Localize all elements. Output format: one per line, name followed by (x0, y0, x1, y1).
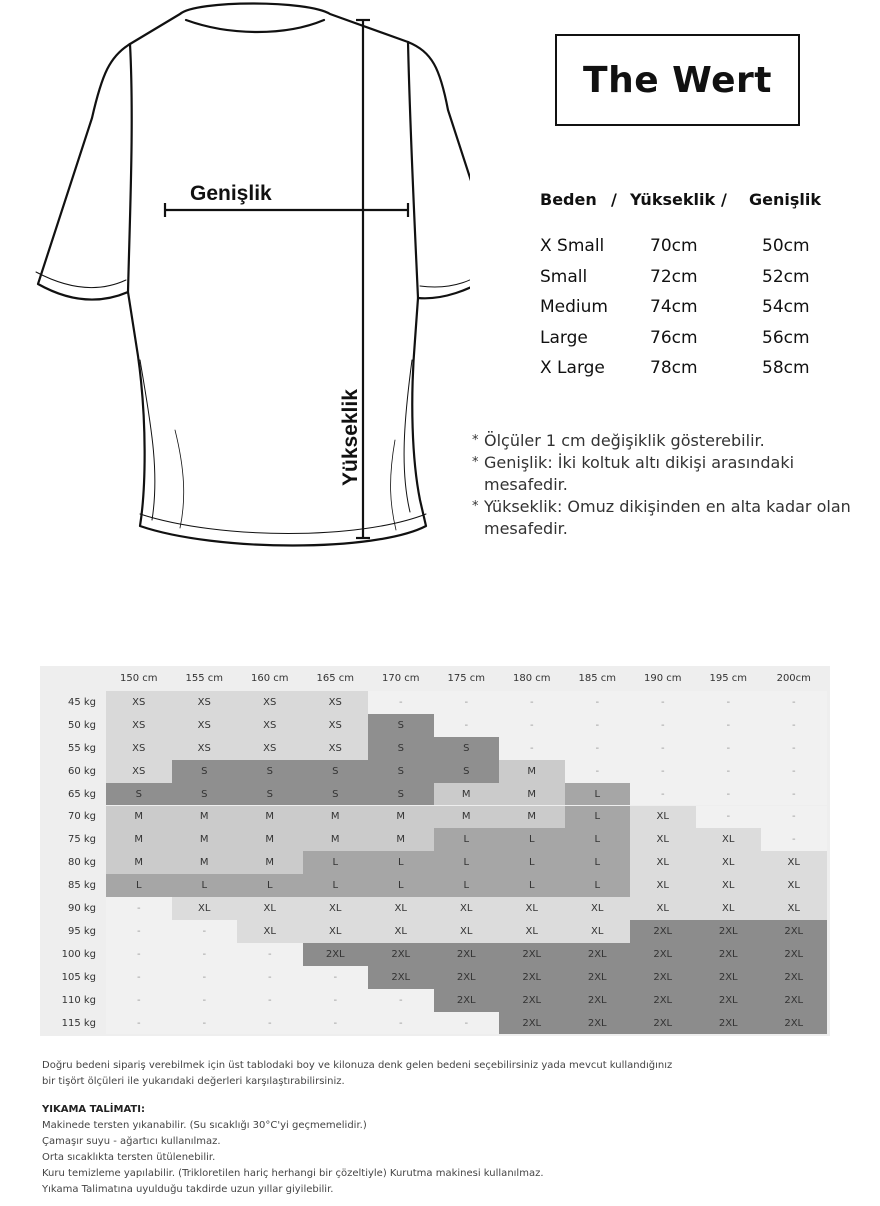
chart-cell: M (106, 806, 172, 829)
chart-cell: XL (630, 806, 696, 829)
height-cell: 74cm (650, 297, 698, 317)
note-item: * Genişlik: İki koltuk altı dikişi arasındaki mesafedir. (472, 453, 795, 494)
width-cell: 52cm (762, 267, 810, 287)
size-notes (472, 430, 862, 540)
chart-cell: XL (761, 874, 827, 897)
chart-cell: - (106, 920, 172, 943)
chart-cell: M (499, 783, 565, 806)
chart-row-label: 105 kg (61, 971, 96, 983)
chart-cell: 2XL (368, 966, 434, 989)
chart-cell: S (237, 760, 303, 783)
chart-cell: L (565, 806, 631, 829)
chart-cell: M (303, 806, 369, 829)
chart-cell: XS (106, 691, 172, 714)
chart-cell: - (761, 828, 827, 851)
chart-cell: M (499, 806, 565, 829)
chart-cell: - (696, 714, 762, 737)
chart-cell: 2XL (761, 943, 827, 966)
chart-cell: 2XL (434, 943, 500, 966)
chart-cell: - (237, 943, 303, 966)
chart-row-label: 115 kg (61, 1017, 96, 1029)
chart-cell: - (761, 760, 827, 783)
chart-cell: - (368, 989, 434, 1012)
chart-cell: XL (499, 920, 565, 943)
chart-cell: XL (499, 897, 565, 920)
chart-cell: - (761, 737, 827, 760)
size-cell: X Small (540, 236, 605, 256)
chart-cell: L (565, 851, 631, 874)
chart-cell: 2XL (499, 966, 565, 989)
chart-cell: 2XL (696, 989, 762, 1012)
chart-cell: - (172, 966, 238, 989)
chart-cell: - (696, 691, 762, 714)
chart-cell: XL (630, 851, 696, 874)
chart-cell: XL (237, 920, 303, 943)
brand-box (555, 34, 800, 126)
width-label: Genişlik (190, 182, 272, 205)
chart-cell: 2XL (434, 989, 500, 1012)
height-cell: 70cm (650, 236, 698, 256)
chart-cell: XL (434, 920, 500, 943)
chart-cell: - (565, 691, 631, 714)
chart-cell: L (303, 874, 369, 897)
chart-cell: XS (303, 691, 369, 714)
chart-cell: S (368, 783, 434, 806)
chart-cell: XL (368, 920, 434, 943)
chart-cell: 2XL (761, 966, 827, 989)
chart-col-header: 190 cm (643, 673, 682, 684)
chart-row-label: 50 kg (67, 719, 96, 731)
chart-cell: L (106, 874, 172, 897)
chart-cell: XL (237, 897, 303, 920)
chart-cell: M (237, 851, 303, 874)
chart-cell: S (368, 737, 434, 760)
chart-cell: M (303, 828, 369, 851)
chart-cell: 2XL (565, 1012, 631, 1035)
chart-cell: L (434, 874, 500, 897)
chart-cell: XL (696, 851, 762, 874)
chart-cell: 2XL (499, 1012, 565, 1035)
header-height: Yükseklik (630, 190, 716, 209)
chart-cell: M (172, 806, 238, 829)
chart-cell: 2XL (303, 943, 369, 966)
chart-cell: XL (630, 874, 696, 897)
wash-line: Çamaşır suyu - ağartıcı kullanılmaz. (42, 1136, 221, 1147)
chart-cell: XS (237, 737, 303, 760)
chart-cell: 2XL (565, 966, 631, 989)
chart-cell: - (696, 806, 762, 829)
size-cell: Large (540, 328, 588, 348)
chart-row-label: 55 kg (67, 742, 96, 754)
chart-cell: XL (630, 897, 696, 920)
chart-row-label: 95 kg (67, 925, 96, 937)
chart-cell: L (499, 851, 565, 874)
chart-cell: 2XL (630, 1012, 696, 1035)
header-sep-2: / (721, 190, 727, 209)
chart-cell: XL (565, 920, 631, 943)
chart-cell: - (630, 691, 696, 714)
chart-cell: L (565, 828, 631, 851)
chart-cell: XS (106, 737, 172, 760)
chart-cell: 2XL (565, 943, 631, 966)
chart-cell: XS (303, 737, 369, 760)
chart-cell: - (237, 1012, 303, 1035)
chart-col-header: 150 cm (119, 673, 158, 684)
chart-cell: - (696, 760, 762, 783)
chart-cell: - (565, 737, 631, 760)
chart-cell: 2XL (434, 966, 500, 989)
chart-cell: XS (172, 737, 238, 760)
chart-cell: - (630, 760, 696, 783)
chart-cell: 2XL (630, 943, 696, 966)
chart-cell: - (565, 760, 631, 783)
chart-cell: XL (761, 897, 827, 920)
chart-cell: - (237, 989, 303, 1012)
footer (42, 1058, 842, 1198)
chart-cell: - (172, 920, 238, 943)
chart-cell: S (237, 783, 303, 806)
chart-cell: XS (172, 714, 238, 737)
chart-cell: XL (172, 897, 238, 920)
size-cell: Medium (540, 297, 608, 317)
chart-cell: 2XL (499, 943, 565, 966)
chart-cell: - (761, 806, 827, 829)
wash-line: Kuru temizleme yapılabilir. (Trikloretilen hariç herhangi bir çözeltiyle) Kurutma makinesi kullanılmaz. (42, 1168, 544, 1179)
chart-cell: - (172, 1012, 238, 1035)
chart-cell: XS (106, 760, 172, 783)
brand-title: The Wert (583, 59, 772, 101)
chart-cell: - (761, 714, 827, 737)
chart-cell: - (106, 966, 172, 989)
chart-cell: - (172, 989, 238, 1012)
chart-cell: 2XL (368, 943, 434, 966)
chart-cell: 2XL (630, 920, 696, 943)
chart-cell: XL (303, 920, 369, 943)
chart-cell: 2XL (565, 989, 631, 1012)
chart-cell: S (106, 783, 172, 806)
note-item: * Yükseklik: Omuz dikişinden en alta kadar olan mesafedir. (472, 497, 851, 538)
chart-cell: M (106, 828, 172, 851)
chart-row-label: 70 kg (67, 811, 96, 823)
chart-cell: M (368, 806, 434, 829)
chart-cell: XL (696, 874, 762, 897)
chart-cell: - (434, 714, 500, 737)
size-cell: Small (540, 267, 588, 287)
chart-col-header: 175 cm (447, 673, 485, 684)
chart-cell: S (172, 783, 238, 806)
chart-cell: - (630, 783, 696, 806)
chart-cell: - (106, 943, 172, 966)
chart-cell: - (499, 737, 565, 760)
chart-col-header: 165 cm (316, 673, 354, 684)
chart-col-header: 160 cm (250, 673, 289, 684)
chart-cell: XS (237, 691, 303, 714)
chart-cell: M (237, 806, 303, 829)
chart-cell: S (303, 783, 369, 806)
chart-cell: M (368, 828, 434, 851)
chart-cell: - (630, 714, 696, 737)
chart-cell: XS (172, 691, 238, 714)
chart-cell: - (106, 989, 172, 1012)
chart-cell: L (434, 828, 500, 851)
chart-row-label: 110 kg (61, 994, 96, 1006)
chart-cell: 2XL (696, 966, 762, 989)
chart-cell: XL (303, 897, 369, 920)
chart-row-label: 65 kg (67, 788, 96, 800)
chart-cell: - (565, 714, 631, 737)
chart-cell: 2XL (696, 920, 762, 943)
footer-intro-1: Doğru bedeni sipariş verebilmek için üst tablodaki boy ve kilonuza denk gelen bedeni seçebilirsiniz yada mevcut kullandığınız (42, 1060, 673, 1071)
wash-title: YIKAMA TALİMATI: (42, 1104, 145, 1115)
chart-cell: - (434, 1012, 500, 1035)
chart-cell: 2XL (630, 966, 696, 989)
chart-cell: M (237, 828, 303, 851)
chart-cell: S (303, 760, 369, 783)
chart-cell: 2XL (761, 989, 827, 1012)
chart-cell: - (696, 783, 762, 806)
width-cell: 50cm (762, 236, 810, 256)
chart-cell: - (761, 783, 827, 806)
chart-row-label: 80 kg (67, 857, 96, 869)
chart-row-label: 90 kg (67, 903, 96, 915)
chart-col-header: 200cm (776, 673, 811, 684)
chart-cell: 2XL (696, 943, 762, 966)
chart-col-header: 155 cm (185, 673, 223, 684)
chart-cell: L (434, 851, 500, 874)
chart-cell: M (434, 783, 500, 806)
chart-cell: - (499, 691, 565, 714)
chart-cell: S (434, 760, 500, 783)
chart-cell: XL (696, 897, 762, 920)
chart-row-label: 75 kg (67, 834, 96, 846)
chart-cell: L (565, 783, 631, 806)
chart-cell: - (303, 989, 369, 1012)
chart-cell: - (368, 1012, 434, 1035)
chart-cell: S (368, 714, 434, 737)
note-item: * Ölçüler 1 cm değişiklik gösterebilir. (472, 431, 765, 450)
chart-cell: L (303, 851, 369, 874)
chart-cell: L (499, 874, 565, 897)
chart-cell: XS (303, 714, 369, 737)
chart-row-label: 45 kg (67, 696, 96, 708)
chart-cell: S (172, 760, 238, 783)
wash-line: Yıkama Talimatına uyulduğu takdirde uzun yıllar giyilebilir. (42, 1184, 334, 1195)
chart-cell: - (630, 737, 696, 760)
chart-cell: - (172, 943, 238, 966)
chart-col-header: 185 cm (578, 673, 616, 684)
chart-cell: XS (106, 714, 172, 737)
chart-cell: M (106, 851, 172, 874)
chart-cell: L (172, 874, 238, 897)
chart-cell: - (106, 897, 172, 920)
chart-row-label: 85 kg (67, 880, 96, 892)
chart-cell: M (172, 828, 238, 851)
chart-row-label: 60 kg (67, 765, 96, 777)
size-cell: X Large (540, 358, 605, 378)
chart-cell: L (565, 874, 631, 897)
chart-cell: - (761, 691, 827, 714)
chart-cell: 2XL (499, 989, 565, 1012)
chart-cell: - (499, 714, 565, 737)
chart-cell: L (368, 851, 434, 874)
chart-col-header: 195 cm (709, 673, 747, 684)
chart-cell: M (172, 851, 238, 874)
chart-cell: - (434, 691, 500, 714)
chart-cell: - (696, 737, 762, 760)
header-sep-1: / (611, 190, 617, 209)
chart-cell: - (368, 691, 434, 714)
height-cell: 78cm (650, 358, 698, 378)
chart-cell: L (499, 828, 565, 851)
chart-row-label: 100 kg (61, 948, 96, 960)
chart-cell: 2XL (630, 989, 696, 1012)
chart-cell: S (368, 760, 434, 783)
chart-col-header: 170 cm (381, 673, 420, 684)
width-cell: 58cm (762, 358, 810, 378)
chart-cell: XL (696, 828, 762, 851)
wash-line: Makinede tersten yıkanabilir. (Su sıcaklığı 30°C'yi geçmemelidir.) (42, 1120, 367, 1131)
chart-cell: S (434, 737, 500, 760)
height-cell: 72cm (650, 267, 698, 287)
header-width: Genişlik (749, 190, 821, 209)
chart-col-header: 180 cm (512, 673, 551, 684)
header-size: Beden (540, 190, 597, 209)
chart-cell: XL (565, 897, 631, 920)
wash-line: Orta sıcaklıkta tersten ütülenebilir. (42, 1152, 216, 1163)
chart-cell: XL (368, 897, 434, 920)
width-cell: 54cm (762, 297, 810, 317)
chart-cell: 2XL (761, 920, 827, 943)
height-cell: 76cm (650, 328, 698, 348)
chart-cell: M (499, 760, 565, 783)
chart-cell: XS (237, 714, 303, 737)
chart-cell: XL (630, 828, 696, 851)
chart-cell: M (434, 806, 500, 829)
chart-cell: 2XL (696, 1012, 762, 1035)
chart-cell: L (368, 874, 434, 897)
chart-cell: 2XL (761, 1012, 827, 1035)
chart-cell: - (106, 1012, 172, 1035)
tshirt-diagram (0, 0, 470, 560)
footer-intro-2: bir tişört ölçüleri ile yukarıdaki değerleri karşılaştırabilirsiniz. (42, 1076, 345, 1087)
width-cell: 56cm (762, 328, 810, 348)
chart-cell: - (303, 1012, 369, 1035)
chart-cell: L (237, 874, 303, 897)
chart-cell: - (237, 966, 303, 989)
chart-cell: XL (434, 897, 500, 920)
height-label: Yükseklik (339, 389, 362, 486)
chart-cell: XL (761, 851, 827, 874)
chart-cell: - (303, 966, 369, 989)
